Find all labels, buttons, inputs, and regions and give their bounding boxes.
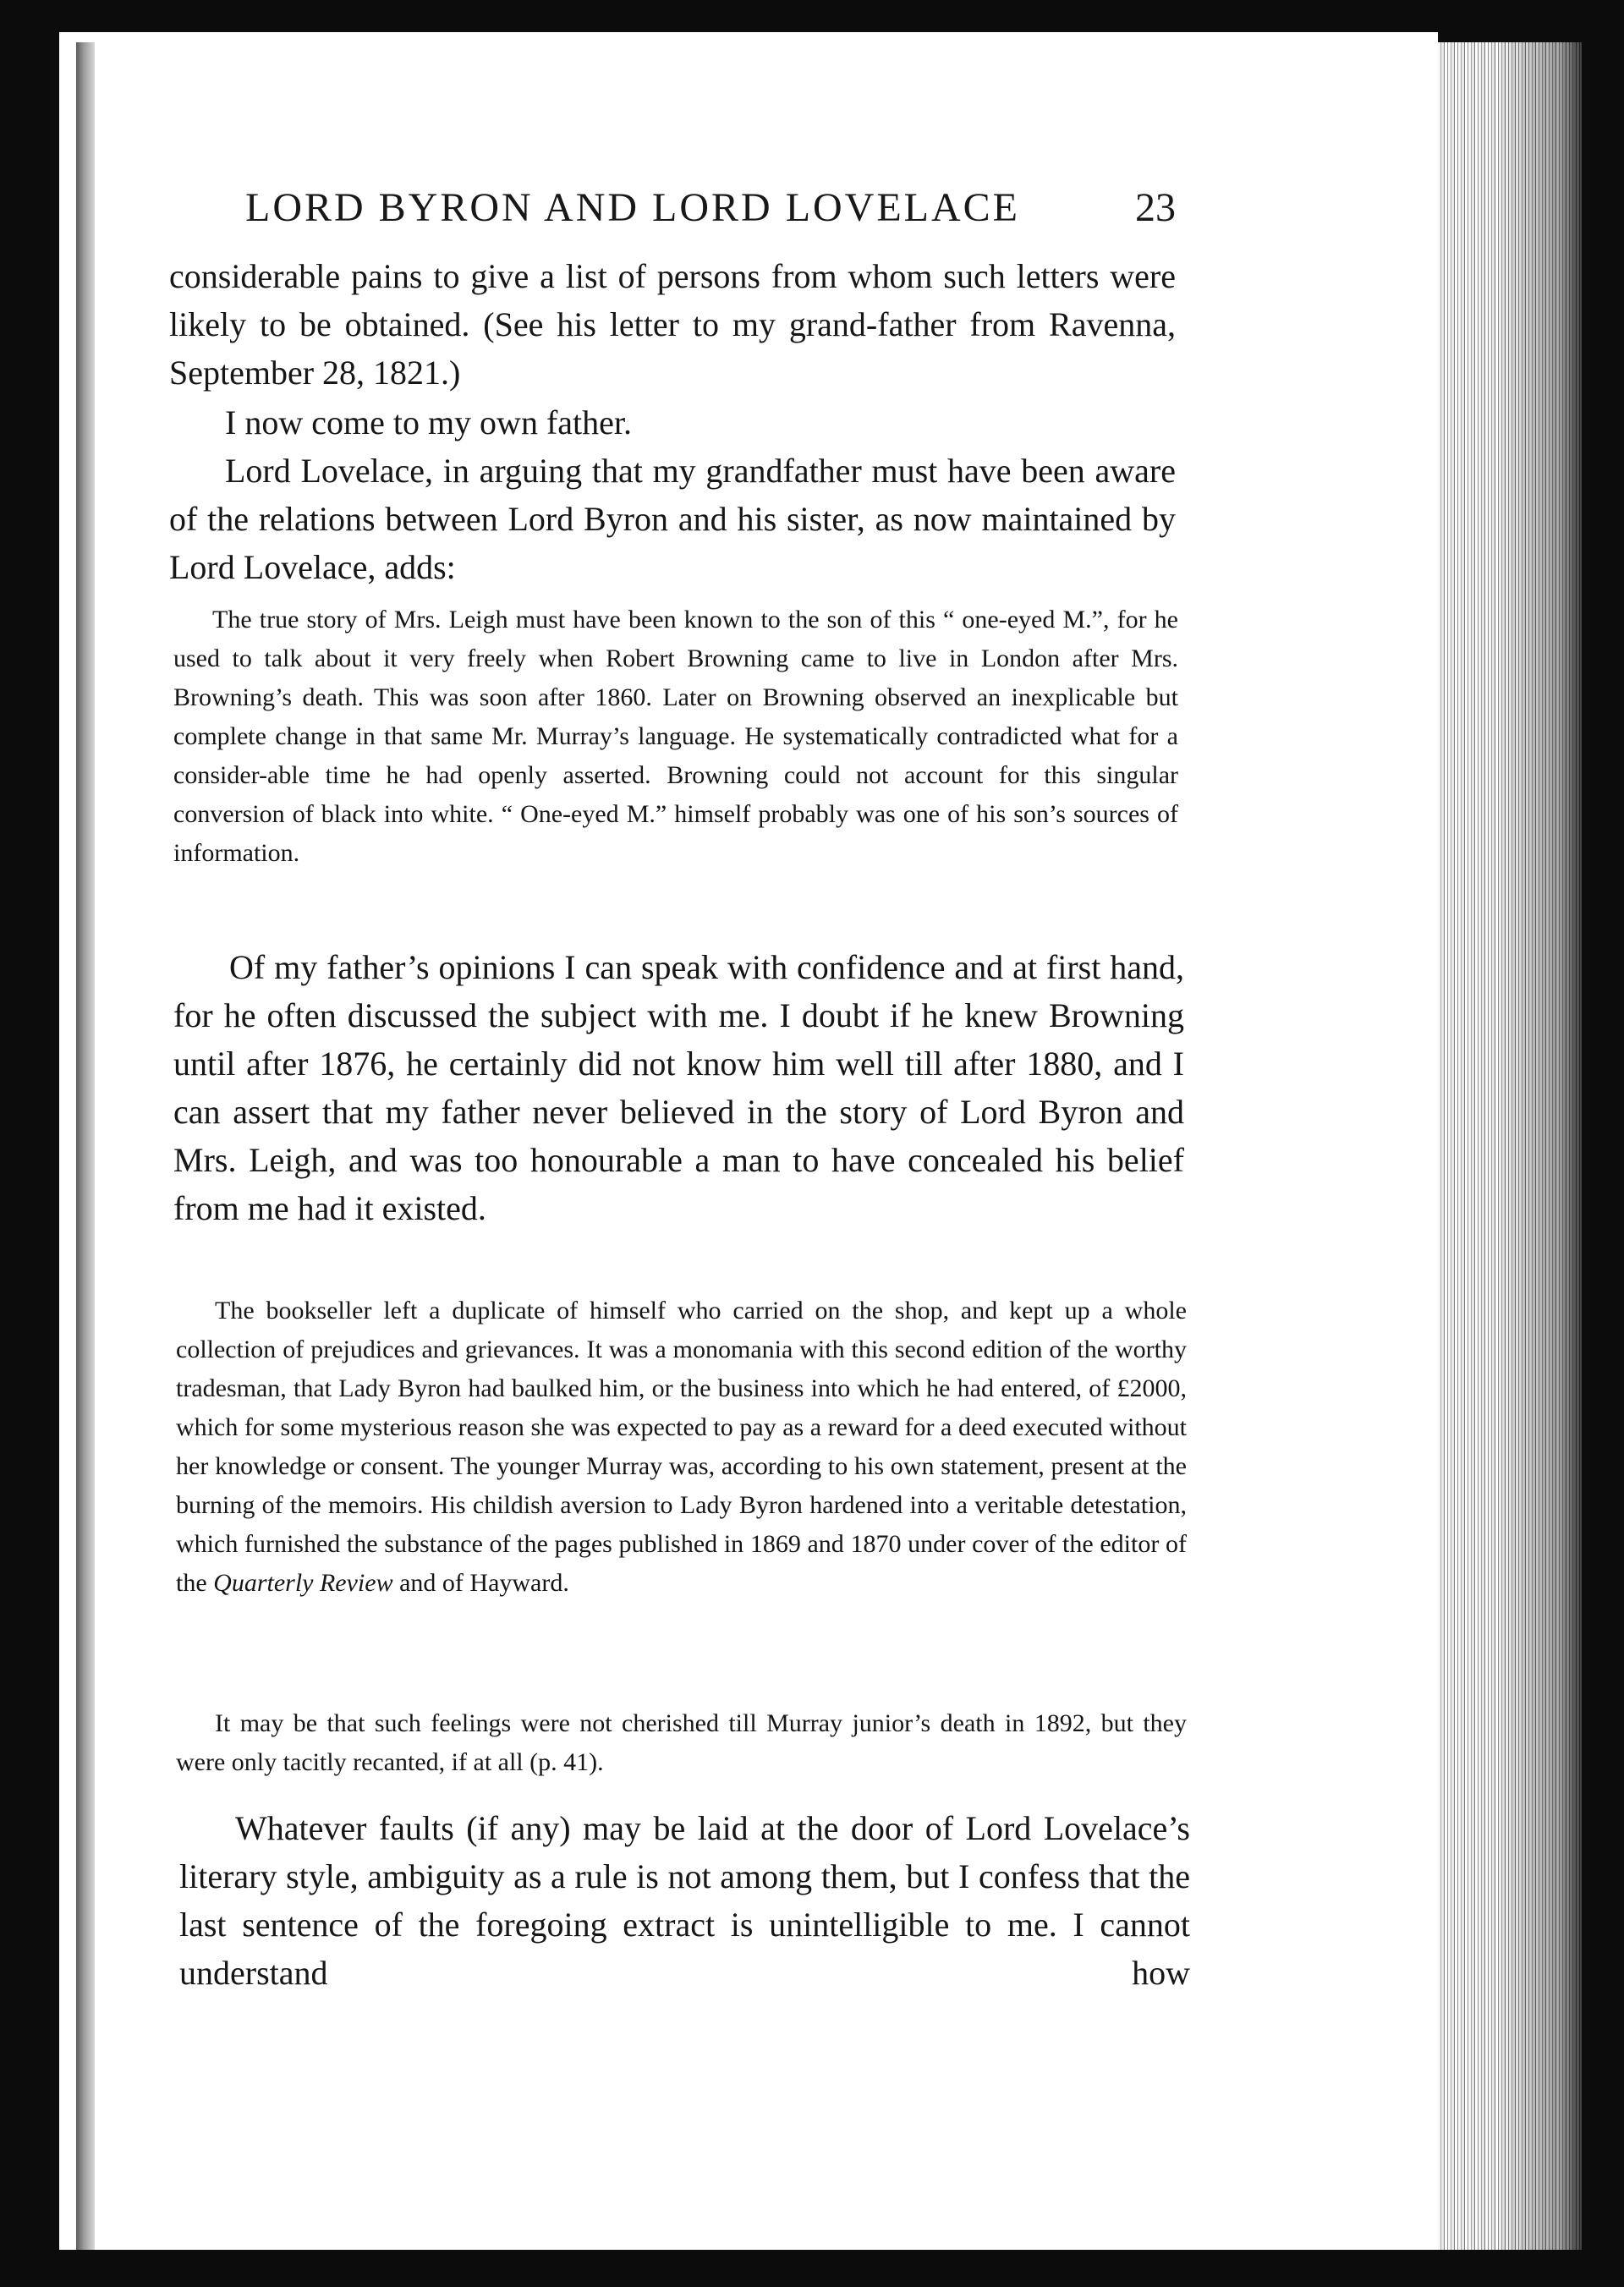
paragraph-lovelace-arguing: Lord Lovelace, in arguing that my grandfather must have been aware of the relations between Lord Byron and his sister, as now maintained by Lord Lovelace, adds:	[169, 452, 1176, 586]
paragraph-father: I now come to my own father.	[225, 403, 632, 441]
running-title: LORD BYRON AND LORD LOVELACE	[245, 185, 1020, 230]
page-stack-shadow	[1438, 42, 1582, 2250]
spine-gutter-shadow	[76, 42, 95, 2250]
paragraph-opinions-block	[173, 943, 1184, 1232]
quote-bookseller	[176, 1292, 1187, 1603]
block-quote-one	[173, 601, 1178, 873]
quote-bookseller-text: The bookseller left a duplicate of himself who carried on the shop, and kept up a whole collection of prejudices and grievances. It was a monomania with this second edition of the worthy tradesman, that Lady Byron had baulked him, or the business into which he had entered, of £2000, which for some mysterious reason she was expected to pay as a reward for a deed executed without her knowledge or consent. The younger Murray was, according to his own statement, present at the burning of the memoirs. His childish aversion to Lady Byron hardened into a veritable detestation, which furnished the substance of the pages published in 1869 and 1870 under cover of the editor of the	[176, 1297, 1187, 1597]
paragraph-continued-block	[169, 252, 1176, 397]
paragraph-father-block	[169, 398, 1176, 447]
quote-recanted: It may be that such feelings were not cherished till Murray junior’s death in 1892, but they were only tacitly recanted, if at all (p. 41).	[176, 1709, 1187, 1776]
quote-bookseller-italic-title: Quarterly Review	[213, 1569, 393, 1597]
running-head	[169, 184, 1176, 235]
paragraph-opinions: Of my father’s opinions I can speak with confidence and at first hand, for he often discussed the subject with me. I doubt if he knew Browning until after 1876, he certainly did not know him well till after 1880, and I can assert that my father never believed in the story of Lord Byron and Mrs. Leigh, and was too honourable a man to have concealed his belief from me had it existed.	[173, 948, 1184, 1227]
quote-bookseller-end: and of Hayward.	[399, 1569, 569, 1597]
paragraph-whatever-block	[179, 1804, 1190, 1997]
paragraph-continued: considerable pains to give a list of persons from whom such letters were likely to be obtained. (See his letter to my grand-father from Ravenna, September 28, 1821.)	[169, 257, 1176, 392]
paragraph-whatever: Whatever faults (if any) may be laid at the door of Lord Lovelace’s literary style, ambiguity as a rule is not among them, but I confess that the last sentence of the foregoing extract is unintelligible to me. I cannot understand how	[179, 1809, 1190, 1992]
quote-mrs-leigh: The true story of Mrs. Leigh must have been known to the son of this “ one-eyed M.”, for he used to talk about it very freely when Robert Browning came to live in London after Mrs. Browning’s death. This was soon after 1860. Later on Browning observed an inexplicable but complete change in that same Mr. Murray’s language. He systematically contradicted what for a consider-able time he had openly asserted. Browning could not account for this singular conversion of black into white. “ One-eyed M.” himself probably was one of his son’s sources of information.	[173, 606, 1178, 867]
block-quote-two	[176, 1292, 1187, 1603]
block-quote-three	[176, 1704, 1187, 1782]
page-number: 23	[1135, 185, 1176, 230]
paragraph-lovelace-block	[169, 447, 1176, 591]
